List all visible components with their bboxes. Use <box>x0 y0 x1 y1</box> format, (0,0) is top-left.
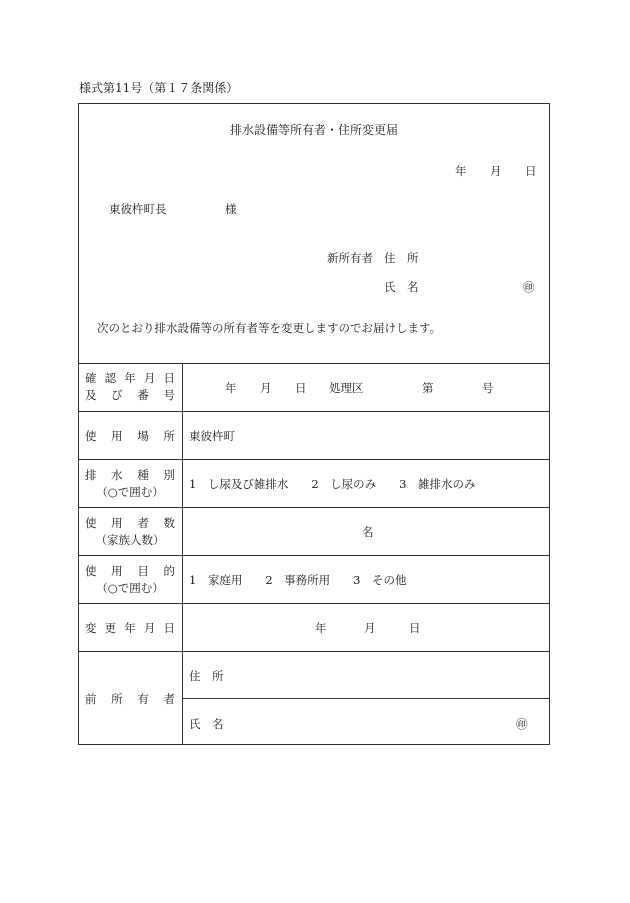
addressee-mayor: 東彼杵町長 <box>109 202 167 216</box>
purpose-options: 1 家庭用 2 事務所用 3 その他 <box>189 573 407 587</box>
new-owner-label: 新所有者 <box>327 251 373 265</box>
statement-text: 次のとおり排水設備等の所有者等を変更しますのでお届けします。 <box>97 321 442 335</box>
drain-type-options: 1 し尿及び雑排水 2 し尿のみ 3 雑排水のみ <box>189 477 476 491</box>
users-label: 使 用 者 数 （家族人数） <box>85 516 175 547</box>
form-table <box>78 103 550 745</box>
date-month: 月 <box>490 164 502 178</box>
change-date-month: 月 <box>364 621 376 635</box>
new-owner-address-label: 住 所 <box>384 251 419 265</box>
prev-owner-name-label: 氏 名 <box>189 717 224 731</box>
purpose-label: 使 用 目 的 （○で囲む） <box>85 564 175 595</box>
change-date-year: 年 <box>315 621 327 635</box>
seal-icon: ㊞ <box>523 280 535 294</box>
drain-type-label: 排 水 種 別 （○で囲む） <box>85 468 175 499</box>
date-year: 年 <box>455 164 467 178</box>
users-unit: 名 <box>362 525 374 539</box>
confirm-district: 処理区 <box>329 381 364 395</box>
confirm-year: 年 <box>225 381 237 395</box>
prev-owner-label: 前 所 有 者 <box>85 692 175 706</box>
prev-owner-seal-icon: ㊞ <box>516 717 528 731</box>
date-day: 日 <box>525 164 537 178</box>
form-title: 排水設備等所有者・住所変更届 <box>229 123 398 137</box>
form-number-label: 様式第11号（第１７条関係） <box>79 81 239 95</box>
prev-owner-address-label: 住 所 <box>189 669 224 683</box>
addressee-sama: 様 <box>225 202 237 216</box>
confirm-day: 日 <box>295 381 307 395</box>
change-date-label: 変 更 年 月 日 <box>85 621 175 635</box>
confirm-go: 号 <box>482 381 494 395</box>
confirm-dai: 第 <box>422 381 434 395</box>
place-value: 東彼杵町 <box>189 429 235 443</box>
place-label: 使 用 場 所 <box>85 429 175 443</box>
new-owner-name-label: 氏 名 <box>384 280 419 294</box>
change-date-day: 日 <box>409 621 421 635</box>
confirm-label: 確 認 年 月 日 及 び 番 号 <box>85 371 175 402</box>
confirm-month: 月 <box>260 381 272 395</box>
